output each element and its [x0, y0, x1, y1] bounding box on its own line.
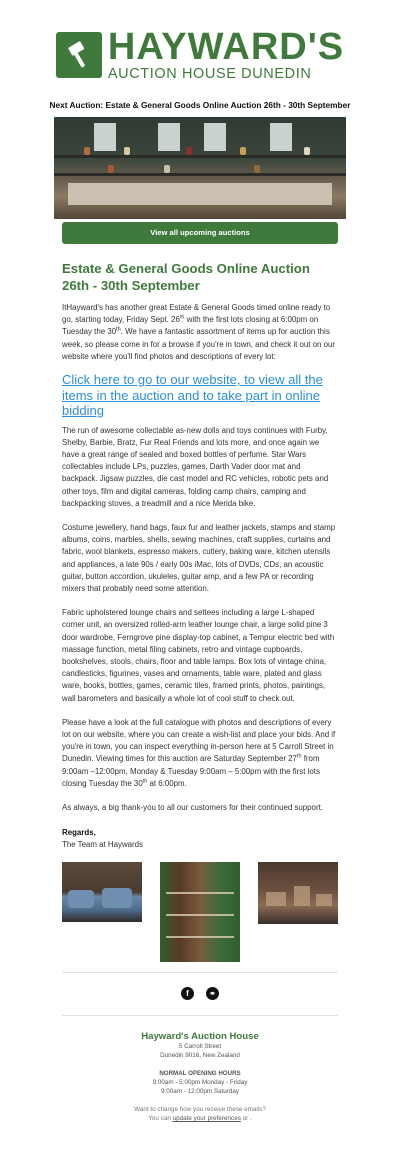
- divider: [62, 972, 338, 973]
- email-page: [0, 26, 400, 1124]
- goods-paragraph: Costume jewellery, hand bags, faux fur and leather jackets, stamps and stamp albums, coins, marbles, shells, sewing machines, craft supplies, curtains and fabric, wool blankets, espresso makers, cutlery, baking ware, kitchen utensils and appliances, a late 90s / early 00s iMac, lots of DVDs, CDs, an acoustic guitar, button accordion, ukuleles, guitar amp, and a few PA or recording mixers that probably need some attention.: [62, 522, 336, 593]
- next-auction-heading: Next Auction: Estate & General Goods Online Auction 26th - 30th September: [49, 100, 351, 110]
- thank-you-paragraph: As always, a big thank-you to all our customers for their continued support.: [62, 803, 323, 812]
- footer-company-name: Hayward's Auction House: [141, 1031, 259, 1043]
- signoff-team: The Team at Haywards: [62, 840, 143, 850]
- gallery-photo-chairs[interactable]: [62, 862, 142, 922]
- divider: [62, 1015, 338, 1016]
- footer-hours-weekday: 9:00am - 5:00pm Monday - Friday: [152, 1078, 248, 1086]
- article: [0, 260, 400, 851]
- footer-hours-saturday: 9:00am - 12:00pm Saturday: [160, 1088, 240, 1096]
- auction-title: Estate & General Goods Online Auction 26th - 30th September: [62, 261, 310, 293]
- furniture-paragraph: Fabric upholstered lounge chairs and settees including a large L-shaped corner unit, an oversized rolled-arm leather lounge chair, a large solid pine 3 door wardrobe, Ferngrove pine display-top cabinet, a Tempur electric bed with massage function, metal filing cabinets, retro and vintage cupboards, bookshelves, stools, chairs, floor and table lamps. Box lots of vintage china, candlesticks, figurines, vases and ornaments, table ware, plated and glass ware, books, bottles, games, ceramic tiles, framed prints, photos, paintings, wall barometers and basically a whole lot of cool stuff to check out.: [62, 608, 335, 703]
- view-all-auctions-button[interactable]: View all upcoming auctions: [62, 222, 338, 244]
- gallery-photo-shop[interactable]: [258, 862, 338, 924]
- footer-preferences: Want to change how you receive these emails? You can update your preferences or .: [134, 1106, 266, 1123]
- viewing-paragraph: Please have a look at the full catalogue with photos and descriptions of every lot on our website, where you can create a wish-list and place your bids. And if you're in town, you can inspect everything in-person here at 5 Carroll Street in Dunedin. Viewing times for this auction are Saturday September 27th from 9:00am –12:00pm, Monday & Tuesday 9:00am – 5:00pm with the first lots closing Tuesday the 30th at 6:00pm.: [62, 717, 336, 788]
- logo[interactable]: [0, 26, 400, 84]
- hero-image[interactable]: [54, 117, 346, 219]
- photo-gallery: [0, 862, 400, 962]
- intro-paragraph: ItHayward's has another great Estate & General Goods timed online ready to go, starting today, Friday Sept. 26th with the first lots closing at 6:00pm on Tuesday the 30th. We have a fantastic assortment of items up for auction this week, so please come in for a browse if you're in town, and check it out on our website where you'll find photos and descriptions of every lot:: [62, 303, 336, 361]
- logo-wordmark: [108, 28, 344, 82]
- toys-paragraph: The run of awesome collectable as-new dolls and toys continues with Furby, Shelby, Barbie, Bratz, Fur Real Friends and lots more, and once again we have a great range of sealed and boxed bottles of perfume. Star Wars collectables include LPs, puzzles, games, Darth Vader door mat and backpack. Jigsaw puzzles, die cast model and RC vehicles, robotic pets and other toys, film and digital cameras, folding camp chairs, camping and backpacking stoves, a treadmill and a nice Merida bike.: [62, 425, 329, 508]
- link-icon[interactable]: ⚭: [206, 987, 219, 1000]
- website-bidding-link[interactable]: Click here to go to our website, to view all the items in the auction and to take part in online bidding: [62, 372, 323, 419]
- facebook-icon[interactable]: f: [181, 987, 194, 1000]
- social-links: [0, 987, 400, 1001]
- footer-hours-heading: NORMAL OPENING HOURS: [159, 1069, 241, 1077]
- update-preferences-link[interactable]: update your preferences: [172, 1115, 241, 1123]
- footer: [0, 1031, 400, 1123]
- regards-label: Regards,: [62, 828, 96, 838]
- footer-street: 5 Carroll Street: [178, 1043, 222, 1051]
- gallery-photo-shelves[interactable]: [160, 862, 240, 962]
- gavel-icon: [56, 32, 102, 78]
- footer-city: Dunedin 9016, New Zealand: [160, 1052, 240, 1060]
- logo-subtitle: AUCTION HOUSE DUNEDIN: [107, 66, 312, 83]
- logo-name: HAYWARD'S: [107, 26, 345, 69]
- signoff: [62, 827, 338, 851]
